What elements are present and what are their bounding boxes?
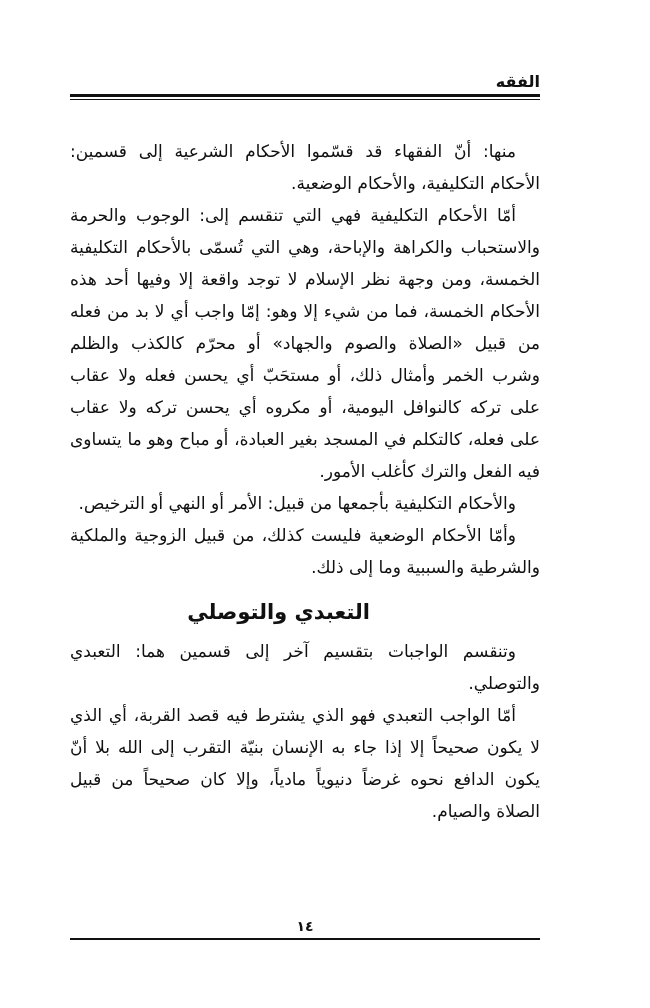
- page-header: [70, 72, 540, 102]
- header-rule-thin: [70, 99, 540, 100]
- paragraph-taabbudi: أمّا الواجب التعبدي فهو الذي يشترط فيه قصد القربة، أي الذي لا يكون صحيحاً إلا إذا جاء به الإنسان بنيّة التقرب إلى الله بلا أنّ يكون الدافع نحوه غرضاً دنيوياً مادياً، وإلا كان صحيحاً من قبيل الصلاة والصيام.: [70, 706, 540, 822]
- paragraph-taklifi-summary: والأحكام التكليفية بأجمعها من قبيل: الأمر أو النهي أو الترخيص.: [78, 494, 516, 514]
- running-head-title: الفقه: [495, 72, 540, 91]
- page-footer: [70, 918, 540, 948]
- section-heading: التعبدي والتوصلي: [187, 600, 370, 624]
- paragraph-intro: منها: أنّ الفقهاء قد قسّموا الأحكام الشرعية إلى قسمين: الأحكام التكليفية، والأحكام الوضعية.: [70, 142, 540, 194]
- header-rule-thick: [70, 94, 540, 97]
- footer-rule: [70, 938, 540, 940]
- page-body: [70, 136, 540, 828]
- page-number: ١٤: [296, 919, 314, 935]
- paragraph-wadi: وأمّا الأحكام الوضعية فليست كذلك، من قبيل الزوجية والملكية والشرطية والسببية وما إلى ذلك.: [70, 526, 540, 578]
- paragraph-taklifi: أمّا الأحكام التكليفية فهي التي تنقسم إلى: الوجوب والحرمة والاستحباب والكراهة والإباحة، وهي التي تُسمّى بالأحكام التكليفية الخمسة، ومن وجهة نظر الإسلام لا توجد واقعة إلا وفيها أحد هذه الأحكام الخمسة، فما من شيء إلا وهو: إمّا واجب أي لا بد من فعله من قبيل «الصلاة والصوم والجهاد» أو محرّم كالكذب والظلم وشرب الخمر وأمثال ذلك، أو مستحَبّ أي يحسن فعله ولا عقاب على تركه كالنوافل اليومية، أو مكروه أي يحسن تركه ولا عقاب على فعله، كالتكلم في المسجد بغير العبادة، أو مباح وهو ما يتساوى فيه الفعل والترك كأغلب الأمور.: [70, 206, 540, 482]
- paragraph-division: وتنقسم الواجبات بتقسيم آخر إلى قسمين هما: التعبدي والتوصلي.: [70, 642, 540, 694]
